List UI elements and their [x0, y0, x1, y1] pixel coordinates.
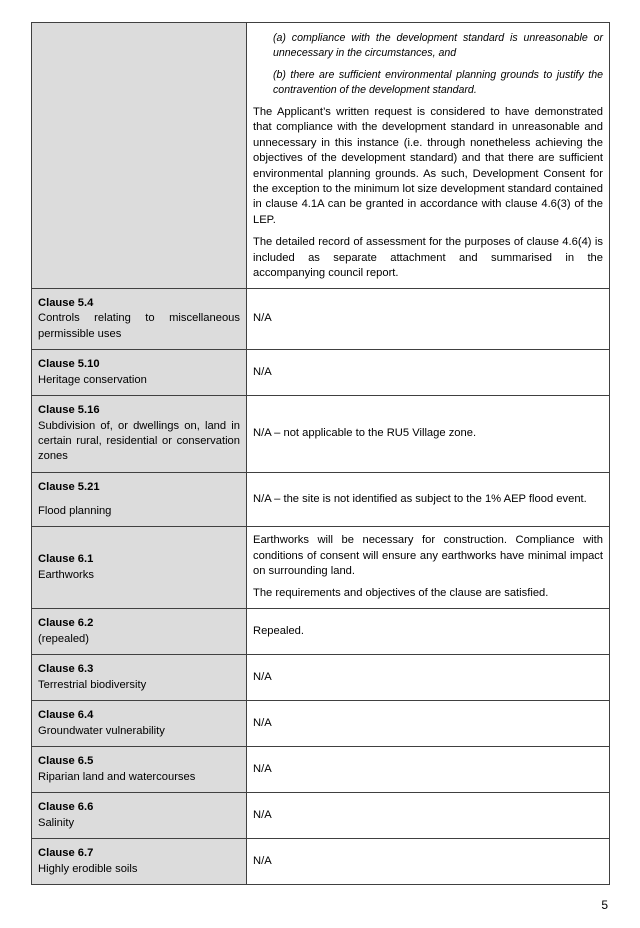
- clause-cell: [32, 23, 247, 289]
- response-text: N/A: [253, 670, 272, 683]
- clause-cell: [32, 527, 247, 609]
- clause-cell: [32, 747, 247, 793]
- clause-cell: [32, 839, 247, 885]
- response-text: The requirements and objectives of the clause are satisfied.: [253, 587, 549, 600]
- clause-title: Salinity: [38, 816, 75, 829]
- assessment-table: [31, 22, 610, 885]
- table-row: [32, 839, 610, 885]
- clause-cell: [32, 609, 247, 655]
- clause-number: Clause 6.3: [38, 663, 94, 676]
- table-row: [32, 701, 610, 747]
- response-cell: [247, 527, 610, 609]
- clause-number: Clause 6.7: [38, 847, 94, 860]
- response-cell: [247, 350, 610, 396]
- clause-cell: [32, 793, 247, 839]
- clause-number: Clause 5.10: [38, 358, 100, 371]
- response-cell: [247, 23, 610, 289]
- clause-number: Clause 6.2: [38, 617, 94, 630]
- table-row: [32, 23, 610, 289]
- clause-title: Earthworks: [38, 568, 94, 581]
- clause-title: Controls relating to miscellaneous permissible uses: [38, 312, 240, 340]
- response-text: N/A: [253, 762, 272, 775]
- clause-title: Riparian land and watercourses: [38, 770, 196, 783]
- clause-title: Flood planning: [38, 504, 112, 517]
- response-cell: [247, 473, 610, 527]
- clause-title: Groundwater vulnerability: [38, 724, 165, 737]
- clause-cell: [32, 655, 247, 701]
- clause-title: Subdivision of, or dwellings on, land in certain rural, residential or conservation zones: [38, 419, 240, 463]
- clause-cell: [32, 701, 247, 747]
- clause-number: Clause 6.5: [38, 755, 94, 768]
- table-row: [32, 747, 610, 793]
- table-row: [32, 655, 610, 701]
- clause-cell: [32, 473, 247, 527]
- clause-cell: [32, 350, 247, 396]
- clause-number: Clause 5.21: [38, 481, 100, 494]
- response-text: N/A: [253, 716, 272, 729]
- response-cell: [247, 701, 610, 747]
- clause-title: Terrestrial biodiversity: [38, 678, 147, 691]
- response-cell: [247, 609, 610, 655]
- clause-cell: [32, 289, 247, 350]
- assessment-paragraph: The Applicant’s written request is considered to have demonstrated that compliance with the development standard in unreasonable and unnecessary in this instance (i.e. through nonetheless achieving the objectives of the development standard) and that there are sufficient environmental planning grounds. As such, Development Consent for the exception to the minimum lot size development standard contained in clause 4.1A can be granted in accordance with clause 4.6(3) of the LEP.: [253, 106, 603, 226]
- clause-title: Highly erodible soils: [38, 862, 138, 875]
- clause-title: (repealed): [38, 632, 89, 645]
- response-cell: [247, 839, 610, 885]
- table-row: [32, 350, 610, 396]
- table-row: [32, 396, 610, 473]
- response-cell: [247, 793, 610, 839]
- clause-number: Clause 6.1: [38, 553, 94, 566]
- response-text: Earthworks will be necessary for construction. Compliance with conditions of consent will ensure any earthworks have minimal impact on surrounding land.: [253, 534, 603, 577]
- response-cell: [247, 747, 610, 793]
- response-text: N/A: [253, 854, 272, 867]
- table-row: [32, 609, 610, 655]
- quote-b: (b) there are sufficient environmental planning grounds to justify the contravention of the development standard.: [273, 69, 603, 96]
- response-cell: [247, 289, 610, 350]
- assessment-paragraph: The detailed record of assessment for the purposes of clause 4.6(4) is included as separate attachment and summarised in the accompanying council report.: [253, 236, 603, 280]
- response-text: N/A – not applicable to the RU5 Village zone.: [253, 427, 477, 440]
- clause-number: Clause 5.16: [38, 404, 100, 417]
- clause-number: Clause 6.6: [38, 801, 94, 814]
- response-text: N/A: [253, 312, 272, 325]
- page-number: 5: [601, 898, 608, 912]
- response-text: Repealed.: [253, 624, 305, 637]
- response-text: N/A: [253, 808, 272, 821]
- clause-title: Heritage conservation: [38, 373, 147, 386]
- table-row: [32, 473, 610, 527]
- clause-cell: [32, 396, 247, 473]
- response-cell: [247, 655, 610, 701]
- table-row: [32, 793, 610, 839]
- clause-number: Clause 6.4: [38, 709, 94, 722]
- response-cell: [247, 396, 610, 473]
- response-text: N/A: [253, 365, 272, 378]
- response-text: N/A – the site is not identified as subject to the 1% AEP flood event.: [253, 492, 587, 505]
- quote-a: (a) compliance with the development standard is unreasonable or unnecessary in the circumstances, and: [273, 32, 603, 59]
- clause-number: Clause 5.4: [38, 296, 94, 309]
- table-row: [32, 527, 610, 609]
- table-row: [32, 289, 610, 350]
